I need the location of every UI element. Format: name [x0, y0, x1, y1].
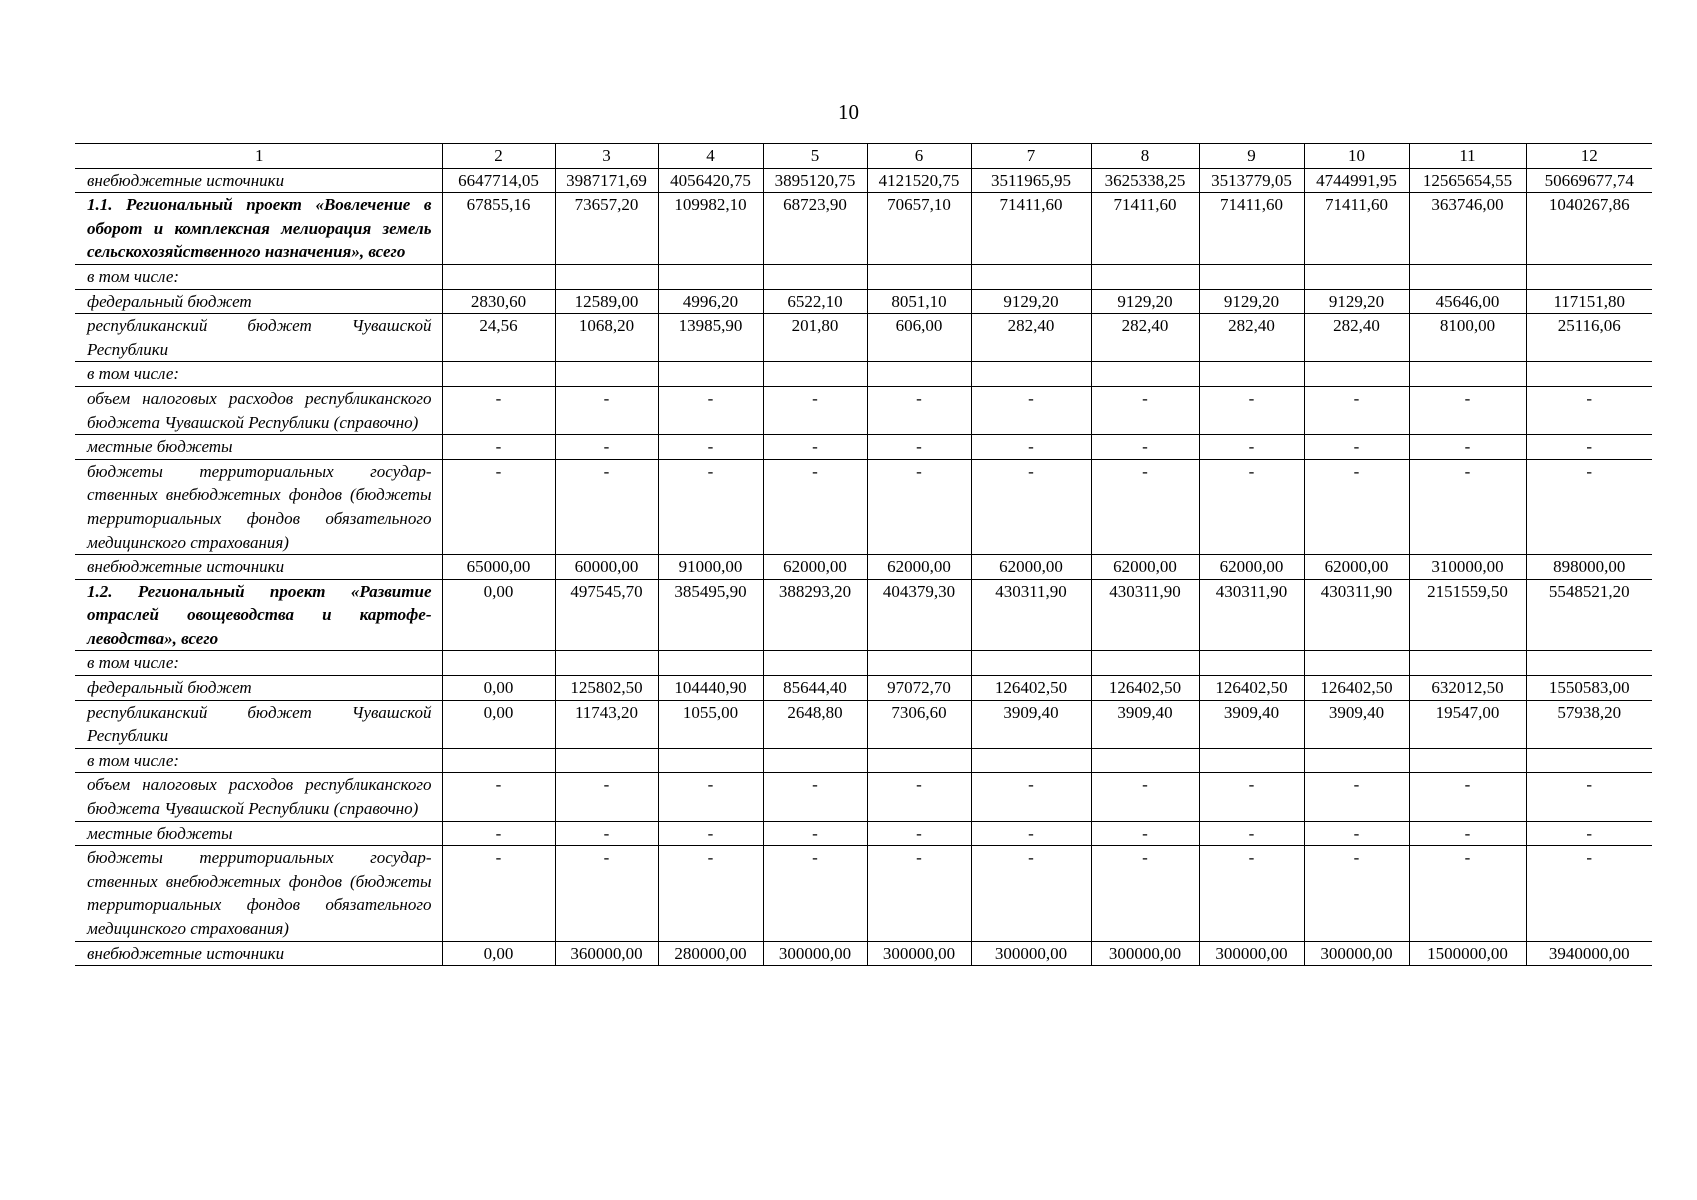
- value-cell: [442, 748, 555, 773]
- value-cell: [1091, 748, 1199, 773]
- value-cell: 60000,00: [555, 555, 658, 580]
- value-cell: -: [442, 386, 555, 434]
- value-cell: -: [971, 459, 1091, 554]
- value-cell: -: [442, 435, 555, 460]
- value-cell: -: [867, 459, 971, 554]
- budget-table: [75, 143, 1652, 966]
- value-cell: -: [1091, 773, 1199, 821]
- table-row: [75, 579, 1652, 651]
- value-cell: 3987171,69: [555, 168, 658, 193]
- value-cell: 0,00: [442, 579, 555, 651]
- value-cell: [1526, 748, 1652, 773]
- value-cell: [867, 264, 971, 289]
- value-cell: [763, 362, 867, 387]
- column-number-cell: 2: [442, 144, 555, 169]
- value-cell: -: [555, 459, 658, 554]
- value-cell: [555, 651, 658, 676]
- column-number-cell: 3: [555, 144, 658, 169]
- row-label-cell: местные бюджеты: [75, 435, 442, 460]
- value-cell: 300000,00: [763, 941, 867, 966]
- table-row: [75, 459, 1652, 554]
- value-cell: 117151,80: [1526, 289, 1652, 314]
- value-cell: 2648,80: [763, 700, 867, 748]
- value-cell: 71411,60: [971, 193, 1091, 265]
- value-cell: 497545,70: [555, 579, 658, 651]
- value-cell: [1091, 362, 1199, 387]
- value-cell: -: [971, 821, 1091, 846]
- value-cell: 360000,00: [555, 941, 658, 966]
- value-cell: 300000,00: [1304, 941, 1409, 966]
- value-cell: 282,40: [1304, 314, 1409, 362]
- table-row: [75, 168, 1652, 193]
- value-cell: 300000,00: [1199, 941, 1304, 966]
- value-cell: [971, 362, 1091, 387]
- table-row: [75, 264, 1652, 289]
- value-cell: 363746,00: [1409, 193, 1526, 265]
- value-cell: [1304, 651, 1409, 676]
- value-cell: [555, 264, 658, 289]
- value-cell: [1409, 264, 1526, 289]
- value-cell: 388293,20: [763, 579, 867, 651]
- value-cell: -: [1409, 846, 1526, 941]
- value-cell: 4996,20: [658, 289, 763, 314]
- value-cell: [1526, 651, 1652, 676]
- value-cell: -: [555, 846, 658, 941]
- value-cell: -: [658, 846, 763, 941]
- table-row: [75, 773, 1652, 821]
- value-cell: [1409, 362, 1526, 387]
- value-cell: -: [1409, 773, 1526, 821]
- value-cell: -: [1304, 773, 1409, 821]
- value-cell: -: [971, 773, 1091, 821]
- value-cell: -: [1304, 386, 1409, 434]
- table-row: [75, 193, 1652, 265]
- value-cell: 3625338,25: [1091, 168, 1199, 193]
- value-cell: 12589,00: [555, 289, 658, 314]
- value-cell: [442, 264, 555, 289]
- value-cell: 282,40: [1199, 314, 1304, 362]
- value-cell: 430311,90: [1091, 579, 1199, 651]
- value-cell: -: [763, 386, 867, 434]
- value-cell: -: [1304, 459, 1409, 554]
- value-cell: 25116,06: [1526, 314, 1652, 362]
- value-cell: [1199, 362, 1304, 387]
- value-cell: -: [658, 459, 763, 554]
- value-cell: -: [1199, 773, 1304, 821]
- value-cell: [1091, 651, 1199, 676]
- table-row: [75, 941, 1652, 966]
- value-cell: 2830,60: [442, 289, 555, 314]
- value-cell: -: [658, 773, 763, 821]
- value-cell: 126402,50: [1199, 676, 1304, 701]
- value-cell: -: [867, 846, 971, 941]
- table-row: [75, 846, 1652, 941]
- row-label-cell: 1.2. Региональный проект «Развитие отраслей овощеводства и картофелеводства», всего: [75, 579, 442, 651]
- row-label-cell: бюджеты территориальных государственных внебюджетных фондов (бюджеты территориальных фондов обязательного медицинского страхования): [75, 846, 442, 941]
- value-cell: 3511965,95: [971, 168, 1091, 193]
- value-cell: [1526, 264, 1652, 289]
- value-cell: 62000,00: [1304, 555, 1409, 580]
- value-cell: 85644,40: [763, 676, 867, 701]
- column-number-cell: 5: [763, 144, 867, 169]
- row-label-cell: 1.1. Региональный проект «Вовлечение в оборот и комплексная мелиорация земель сельскохозяйственного назначения», всего: [75, 193, 442, 265]
- value-cell: 19547,00: [1409, 700, 1526, 748]
- column-number-cell: 1: [75, 144, 442, 169]
- value-cell: 97072,70: [867, 676, 971, 701]
- value-cell: [763, 748, 867, 773]
- value-cell: -: [1199, 435, 1304, 460]
- value-cell: -: [658, 821, 763, 846]
- value-cell: 3513779,05: [1199, 168, 1304, 193]
- value-cell: 12565654,55: [1409, 168, 1526, 193]
- value-cell: -: [867, 435, 971, 460]
- value-cell: 8100,00: [1409, 314, 1526, 362]
- value-cell: [867, 748, 971, 773]
- value-cell: [1409, 748, 1526, 773]
- column-number-cell: 4: [658, 144, 763, 169]
- value-cell: 1550583,00: [1526, 676, 1652, 701]
- value-cell: -: [1199, 459, 1304, 554]
- column-number-cell: 7: [971, 144, 1091, 169]
- value-cell: 632012,50: [1409, 676, 1526, 701]
- value-cell: 62000,00: [763, 555, 867, 580]
- row-label-cell: федеральный бюджет: [75, 289, 442, 314]
- table-body: [75, 144, 1652, 966]
- table-row: [75, 651, 1652, 676]
- value-cell: 0,00: [442, 941, 555, 966]
- value-cell: 71411,60: [1199, 193, 1304, 265]
- value-cell: -: [1091, 821, 1199, 846]
- value-cell: -: [763, 435, 867, 460]
- column-number-row: [75, 144, 1652, 169]
- row-label-cell: объем налоговых расходов республиканского бюджета Чувашской Республики (справочно): [75, 773, 442, 821]
- value-cell: -: [1526, 435, 1652, 460]
- value-cell: 50669677,74: [1526, 168, 1652, 193]
- value-cell: 430311,90: [1199, 579, 1304, 651]
- value-cell: -: [1526, 773, 1652, 821]
- value-cell: [1304, 362, 1409, 387]
- value-cell: -: [1304, 846, 1409, 941]
- value-cell: [971, 264, 1091, 289]
- value-cell: 310000,00: [1409, 555, 1526, 580]
- table-row: [75, 289, 1652, 314]
- value-cell: -: [1199, 386, 1304, 434]
- value-cell: [1199, 748, 1304, 773]
- value-cell: 73657,20: [555, 193, 658, 265]
- value-cell: 282,40: [1091, 314, 1199, 362]
- table-row: [75, 386, 1652, 434]
- value-cell: -: [763, 459, 867, 554]
- row-label-cell: в том числе:: [75, 362, 442, 387]
- value-cell: [658, 362, 763, 387]
- table-row: [75, 314, 1652, 362]
- value-cell: 4121520,75: [867, 168, 971, 193]
- value-cell: 4056420,75: [658, 168, 763, 193]
- value-cell: [971, 651, 1091, 676]
- value-cell: 68723,90: [763, 193, 867, 265]
- value-cell: 71411,60: [1091, 193, 1199, 265]
- value-cell: -: [555, 435, 658, 460]
- value-cell: 13985,90: [658, 314, 763, 362]
- value-cell: 45646,00: [1409, 289, 1526, 314]
- column-number-cell: 12: [1526, 144, 1652, 169]
- value-cell: -: [1091, 459, 1199, 554]
- value-cell: 6522,10: [763, 289, 867, 314]
- value-cell: -: [1304, 435, 1409, 460]
- value-cell: 430311,90: [1304, 579, 1409, 651]
- value-cell: 11743,20: [555, 700, 658, 748]
- value-cell: 9129,20: [971, 289, 1091, 314]
- value-cell: [1199, 264, 1304, 289]
- row-label-cell: объем налоговых расходов республиканского бюджета Чувашской Республики (справочно): [75, 386, 442, 434]
- value-cell: -: [763, 773, 867, 821]
- value-cell: 1500000,00: [1409, 941, 1526, 966]
- row-label-cell: республиканский бюджет Чувашской Республики: [75, 700, 442, 748]
- value-cell: 282,40: [971, 314, 1091, 362]
- value-cell: [1304, 264, 1409, 289]
- value-cell: -: [555, 386, 658, 434]
- column-number-cell: 11: [1409, 144, 1526, 169]
- value-cell: 67855,16: [442, 193, 555, 265]
- row-label-cell: местные бюджеты: [75, 821, 442, 846]
- value-cell: 300000,00: [867, 941, 971, 966]
- value-cell: 404379,30: [867, 579, 971, 651]
- value-cell: -: [658, 435, 763, 460]
- value-cell: [1199, 651, 1304, 676]
- value-cell: -: [1409, 386, 1526, 434]
- value-cell: 201,80: [763, 314, 867, 362]
- value-cell: 62000,00: [1091, 555, 1199, 580]
- value-cell: [1526, 362, 1652, 387]
- value-cell: -: [555, 773, 658, 821]
- value-cell: 300000,00: [1091, 941, 1199, 966]
- value-cell: -: [763, 821, 867, 846]
- value-cell: [1409, 651, 1526, 676]
- table-row: [75, 700, 1652, 748]
- value-cell: 91000,00: [658, 555, 763, 580]
- value-cell: -: [1199, 821, 1304, 846]
- row-label-cell: внебюджетные источники: [75, 168, 442, 193]
- table-row: [75, 555, 1652, 580]
- row-label-cell: бюджеты территориальных государственных внебюджетных фондов (бюджеты территориальных фондов обязательного медицинского страхования): [75, 459, 442, 554]
- value-cell: [867, 362, 971, 387]
- value-cell: -: [971, 386, 1091, 434]
- value-cell: [442, 651, 555, 676]
- value-cell: 898000,00: [1526, 555, 1652, 580]
- value-cell: -: [442, 459, 555, 554]
- value-cell: -: [971, 435, 1091, 460]
- table-row: [75, 748, 1652, 773]
- value-cell: -: [971, 846, 1091, 941]
- value-cell: 126402,50: [1091, 676, 1199, 701]
- value-cell: 300000,00: [971, 941, 1091, 966]
- value-cell: 1068,20: [555, 314, 658, 362]
- value-cell: -: [1526, 459, 1652, 554]
- value-cell: 8051,10: [867, 289, 971, 314]
- value-cell: 6647714,05: [442, 168, 555, 193]
- value-cell: 0,00: [442, 700, 555, 748]
- table-row: [75, 435, 1652, 460]
- value-cell: -: [1199, 846, 1304, 941]
- column-number-cell: 6: [867, 144, 971, 169]
- value-cell: -: [442, 846, 555, 941]
- value-cell: -: [1526, 846, 1652, 941]
- value-cell: -: [1091, 846, 1199, 941]
- value-cell: -: [763, 846, 867, 941]
- row-label-cell: внебюджетные источники: [75, 941, 442, 966]
- value-cell: 2151559,50: [1409, 579, 1526, 651]
- value-cell: 65000,00: [442, 555, 555, 580]
- value-cell: 1055,00: [658, 700, 763, 748]
- value-cell: 24,56: [442, 314, 555, 362]
- value-cell: 57938,20: [1526, 700, 1652, 748]
- column-number-cell: 10: [1304, 144, 1409, 169]
- value-cell: [555, 362, 658, 387]
- value-cell: 3909,40: [1304, 700, 1409, 748]
- column-number-cell: 8: [1091, 144, 1199, 169]
- value-cell: 62000,00: [1199, 555, 1304, 580]
- row-label-cell: республиканский бюджет Чувашской Республики: [75, 314, 442, 362]
- table-row: [75, 676, 1652, 701]
- value-cell: -: [1409, 821, 1526, 846]
- value-cell: 1040267,86: [1526, 193, 1652, 265]
- value-cell: [1091, 264, 1199, 289]
- row-label-cell: в том числе:: [75, 651, 442, 676]
- value-cell: [867, 651, 971, 676]
- value-cell: [971, 748, 1091, 773]
- page-number: 10: [838, 100, 859, 124]
- value-cell: -: [867, 821, 971, 846]
- value-cell: 3940000,00: [1526, 941, 1652, 966]
- value-cell: 3909,40: [971, 700, 1091, 748]
- value-cell: 606,00: [867, 314, 971, 362]
- value-cell: -: [442, 821, 555, 846]
- row-label-cell: в том числе:: [75, 264, 442, 289]
- value-cell: 7306,60: [867, 700, 971, 748]
- value-cell: -: [867, 386, 971, 434]
- value-cell: -: [442, 773, 555, 821]
- value-cell: 62000,00: [867, 555, 971, 580]
- value-cell: [658, 264, 763, 289]
- value-cell: -: [555, 821, 658, 846]
- value-cell: -: [1091, 386, 1199, 434]
- value-cell: 104440,90: [658, 676, 763, 701]
- value-cell: 3909,40: [1199, 700, 1304, 748]
- value-cell: 0,00: [442, 676, 555, 701]
- value-cell: [555, 748, 658, 773]
- value-cell: 126402,50: [1304, 676, 1409, 701]
- value-cell: 9129,20: [1304, 289, 1409, 314]
- value-cell: 126402,50: [971, 676, 1091, 701]
- value-cell: -: [1409, 459, 1526, 554]
- value-cell: 385495,90: [658, 579, 763, 651]
- row-label-cell: федеральный бюджет: [75, 676, 442, 701]
- value-cell: 4744991,95: [1304, 168, 1409, 193]
- table-row: [75, 821, 1652, 846]
- value-cell: -: [1409, 435, 1526, 460]
- value-cell: 5548521,20: [1526, 579, 1652, 651]
- value-cell: [763, 264, 867, 289]
- row-label-cell: внебюджетные источники: [75, 555, 442, 580]
- value-cell: 9129,20: [1091, 289, 1199, 314]
- value-cell: -: [1304, 821, 1409, 846]
- value-cell: [658, 651, 763, 676]
- value-cell: -: [867, 773, 971, 821]
- value-cell: -: [658, 386, 763, 434]
- value-cell: 9129,20: [1199, 289, 1304, 314]
- row-label-cell: в том числе:: [75, 748, 442, 773]
- value-cell: [1304, 748, 1409, 773]
- value-cell: 430311,90: [971, 579, 1091, 651]
- value-cell: 3895120,75: [763, 168, 867, 193]
- value-cell: 62000,00: [971, 555, 1091, 580]
- value-cell: 125802,50: [555, 676, 658, 701]
- value-cell: [658, 748, 763, 773]
- value-cell: -: [1526, 386, 1652, 434]
- value-cell: 280000,00: [658, 941, 763, 966]
- column-number-cell: 9: [1199, 144, 1304, 169]
- value-cell: [763, 651, 867, 676]
- table-row: [75, 362, 1652, 387]
- value-cell: -: [1526, 821, 1652, 846]
- value-cell: 3909,40: [1091, 700, 1199, 748]
- value-cell: -: [1091, 435, 1199, 460]
- value-cell: 70657,10: [867, 193, 971, 265]
- value-cell: 71411,60: [1304, 193, 1409, 265]
- value-cell: 109982,10: [658, 193, 763, 265]
- value-cell: [442, 362, 555, 387]
